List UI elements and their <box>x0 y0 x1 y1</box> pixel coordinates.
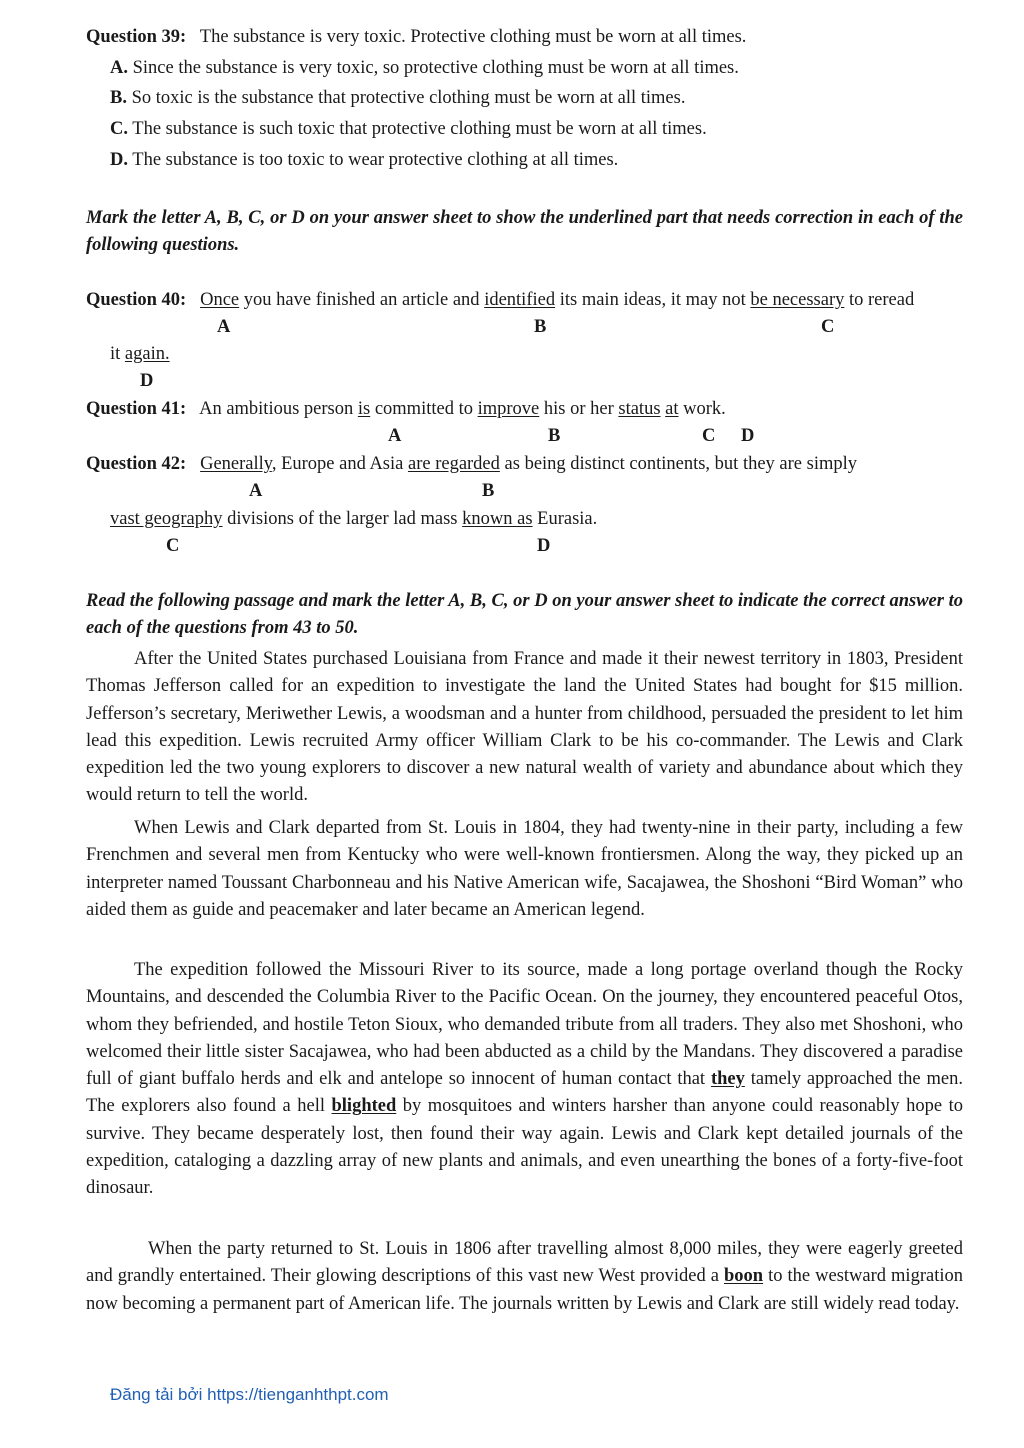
question-42 <box>86 452 857 476</box>
marker-a: A <box>217 317 231 337</box>
sentence-text: to reread <box>844 290 915 310</box>
passage-text: When the party returned to St. Louis in 1806 after travelling almost 8,000 miles, they were eagerly greeted and grandly entertained. Their glowing descriptions of this vast new West provided a <box>86 1239 963 1287</box>
highlighted-word-they: they <box>710 1069 745 1090</box>
marker-a: A <box>388 426 402 446</box>
underlined-a: Once <box>200 290 240 310</box>
sentence-text: An ambitious person <box>199 399 358 419</box>
passage-paragraph-2: When Lewis and Clark departed from St. Louis in 1804, they had twenty-nine in their party, including a few Frenchmen and several men from Kentucky who were well-known frontiersmen. Along the way, they picked up an interpreter named Toussant Charbonneau and his Native American wife, Sacajawea, the Shoshoni “Bird Woman” who aided them as guide and peacemaker and later became an American legend. <box>86 818 963 920</box>
passage-text: by mosquitoes and winters harsher than anyone could reasonably hope to survive. They became desperately lost, then found their way again. Lewis and Clark kept detailed journals of the expedition, cataloging a dazzling array of new plants and animals, and even unearthing the bones of a forty-five-foot dinosaur. <box>86 1096 963 1199</box>
sentence-text: his or her <box>539 399 619 419</box>
underlined-c: vast geography <box>110 509 223 529</box>
underlined-d: known as <box>462 509 533 529</box>
sentence-text: Eurasia. <box>532 509 598 529</box>
marker-a: A <box>249 481 263 501</box>
question-42-label: Question 42: <box>86 454 187 474</box>
marker-d: D <box>537 536 551 556</box>
instruction-correction: Mark the letter A, B, C, or D on your answer sheet to show the underlined part that needs correction in each of the following questions. <box>86 208 963 255</box>
underlined-c: status <box>618 399 661 419</box>
sentence-text: it <box>110 344 125 364</box>
sentence-text: as being distinct continents, but they are simply <box>499 454 857 474</box>
sentence-text: divisions of the larger lad mass <box>222 509 463 529</box>
footer-source-link[interactable]: Đăng tải bởi https://tienganhthpt.com <box>110 1385 389 1404</box>
question-39-label: Question 39: <box>86 27 187 47</box>
underlined-d: at <box>665 399 679 419</box>
option-text: So toxic is the substance that protective clothing must be worn at all times. <box>131 88 686 108</box>
option-text: The substance is too toxic to wear protective clothing at all times. <box>132 150 619 170</box>
option-39-c <box>110 117 707 141</box>
underlined-b: identified <box>484 290 556 310</box>
underlined-b: are regarded <box>407 454 500 474</box>
question-40-label: Question 40: <box>86 290 187 310</box>
option-letter: A. <box>110 58 128 78</box>
passage-paragraph-4 <box>86 1236 963 1318</box>
sentence-text: committed to <box>370 399 478 419</box>
marker-c: C <box>166 536 180 556</box>
sentence-text: its main ideas, it may not <box>555 290 751 310</box>
question-39-stem: The substance is very toxic. Protective clothing must be worn at all times. <box>199 27 747 47</box>
option-39-a <box>110 56 739 80</box>
underlined-a: Generally <box>200 454 272 474</box>
underlined-c: be necessary <box>750 290 845 310</box>
instruction-reading: Read the following passage and mark the letter A, B, C, or D on your answer sheet to indicate the correct answer to each of the questions from 43 to 50. <box>86 591 963 638</box>
passage-text: to the westward migration now becoming a permanent part of American life. The journals written by Lewis and Clark are still widely read today. <box>86 1266 963 1314</box>
question-41 <box>86 397 726 421</box>
marker-b: B <box>482 481 495 501</box>
option-text: Since the substance is very toxic, so protective clothing must be worn at all times. <box>132 58 739 78</box>
highlighted-word-boon: boon <box>724 1266 764 1287</box>
option-39-d <box>110 148 618 172</box>
marker-c: C <box>821 317 835 337</box>
marker-b: B <box>548 426 561 446</box>
underlined-d: again. <box>124 344 170 364</box>
marker-d: D <box>741 426 755 446</box>
marker-d: D <box>140 371 154 391</box>
option-39-b <box>110 86 685 110</box>
passage-paragraph-1: After the United States purchased Louisiana from France and made it their newest territory in 1803, President Thomas Jefferson called for an expedition to investigate the land the United States had bought for $15 million. Jefferson’s secretary, Meriwether Lewis, a woodsman and a hunter from childhood, persuaded the president to let him lead this expedition. Lewis recruited Army officer William Clark to be his co-commander. The Lewis and Clark expedition led the two young explorers to discover a new natural wealth of variety and abundance about which they would return to tell the world. <box>86 649 963 806</box>
passage-text: tamely approached the men. The explorers also found a hell <box>86 1069 963 1117</box>
underlined-b: improve <box>477 399 540 419</box>
question-41-label: Question 41: <box>86 399 187 419</box>
passage-paragraph-3 <box>86 957 963 1203</box>
question-42-line-2 <box>110 507 597 531</box>
marker-c: C <box>702 426 716 446</box>
question-40-line-2 <box>110 342 170 366</box>
option-text: The substance is such toxic that protective clothing must be worn at all times. <box>132 119 707 139</box>
question-39 <box>86 25 746 49</box>
option-letter: C. <box>110 119 128 139</box>
sentence-text: you have finished an article and <box>239 290 485 310</box>
option-letter: B. <box>110 88 127 108</box>
question-40 <box>86 288 914 312</box>
highlighted-word-blighted: blighted <box>331 1096 397 1117</box>
sentence-text: work. <box>678 399 726 419</box>
marker-b: B <box>534 317 547 337</box>
sentence-text: , Europe and Asia <box>271 454 408 474</box>
underlined-a: is <box>357 399 371 419</box>
option-letter: D. <box>110 150 128 170</box>
passage-text: The expedition followed the Missouri River to its source, made a long portage overland though the Rocky Mountains, and descended the Columbia River to the Pacific Ocean. On the journey, they encountered peaceful Otos, whom they befriended, and hostile Teton Sioux, who demanded tribute from all traders. They also met Shoshoni, who welcomed their little sister Sacajawea, who had been abducted as a child by the Mandans. They discovered a paradise full of giant buffalo herds and elk and antelope so innocent of human contact that <box>86 960 963 1090</box>
